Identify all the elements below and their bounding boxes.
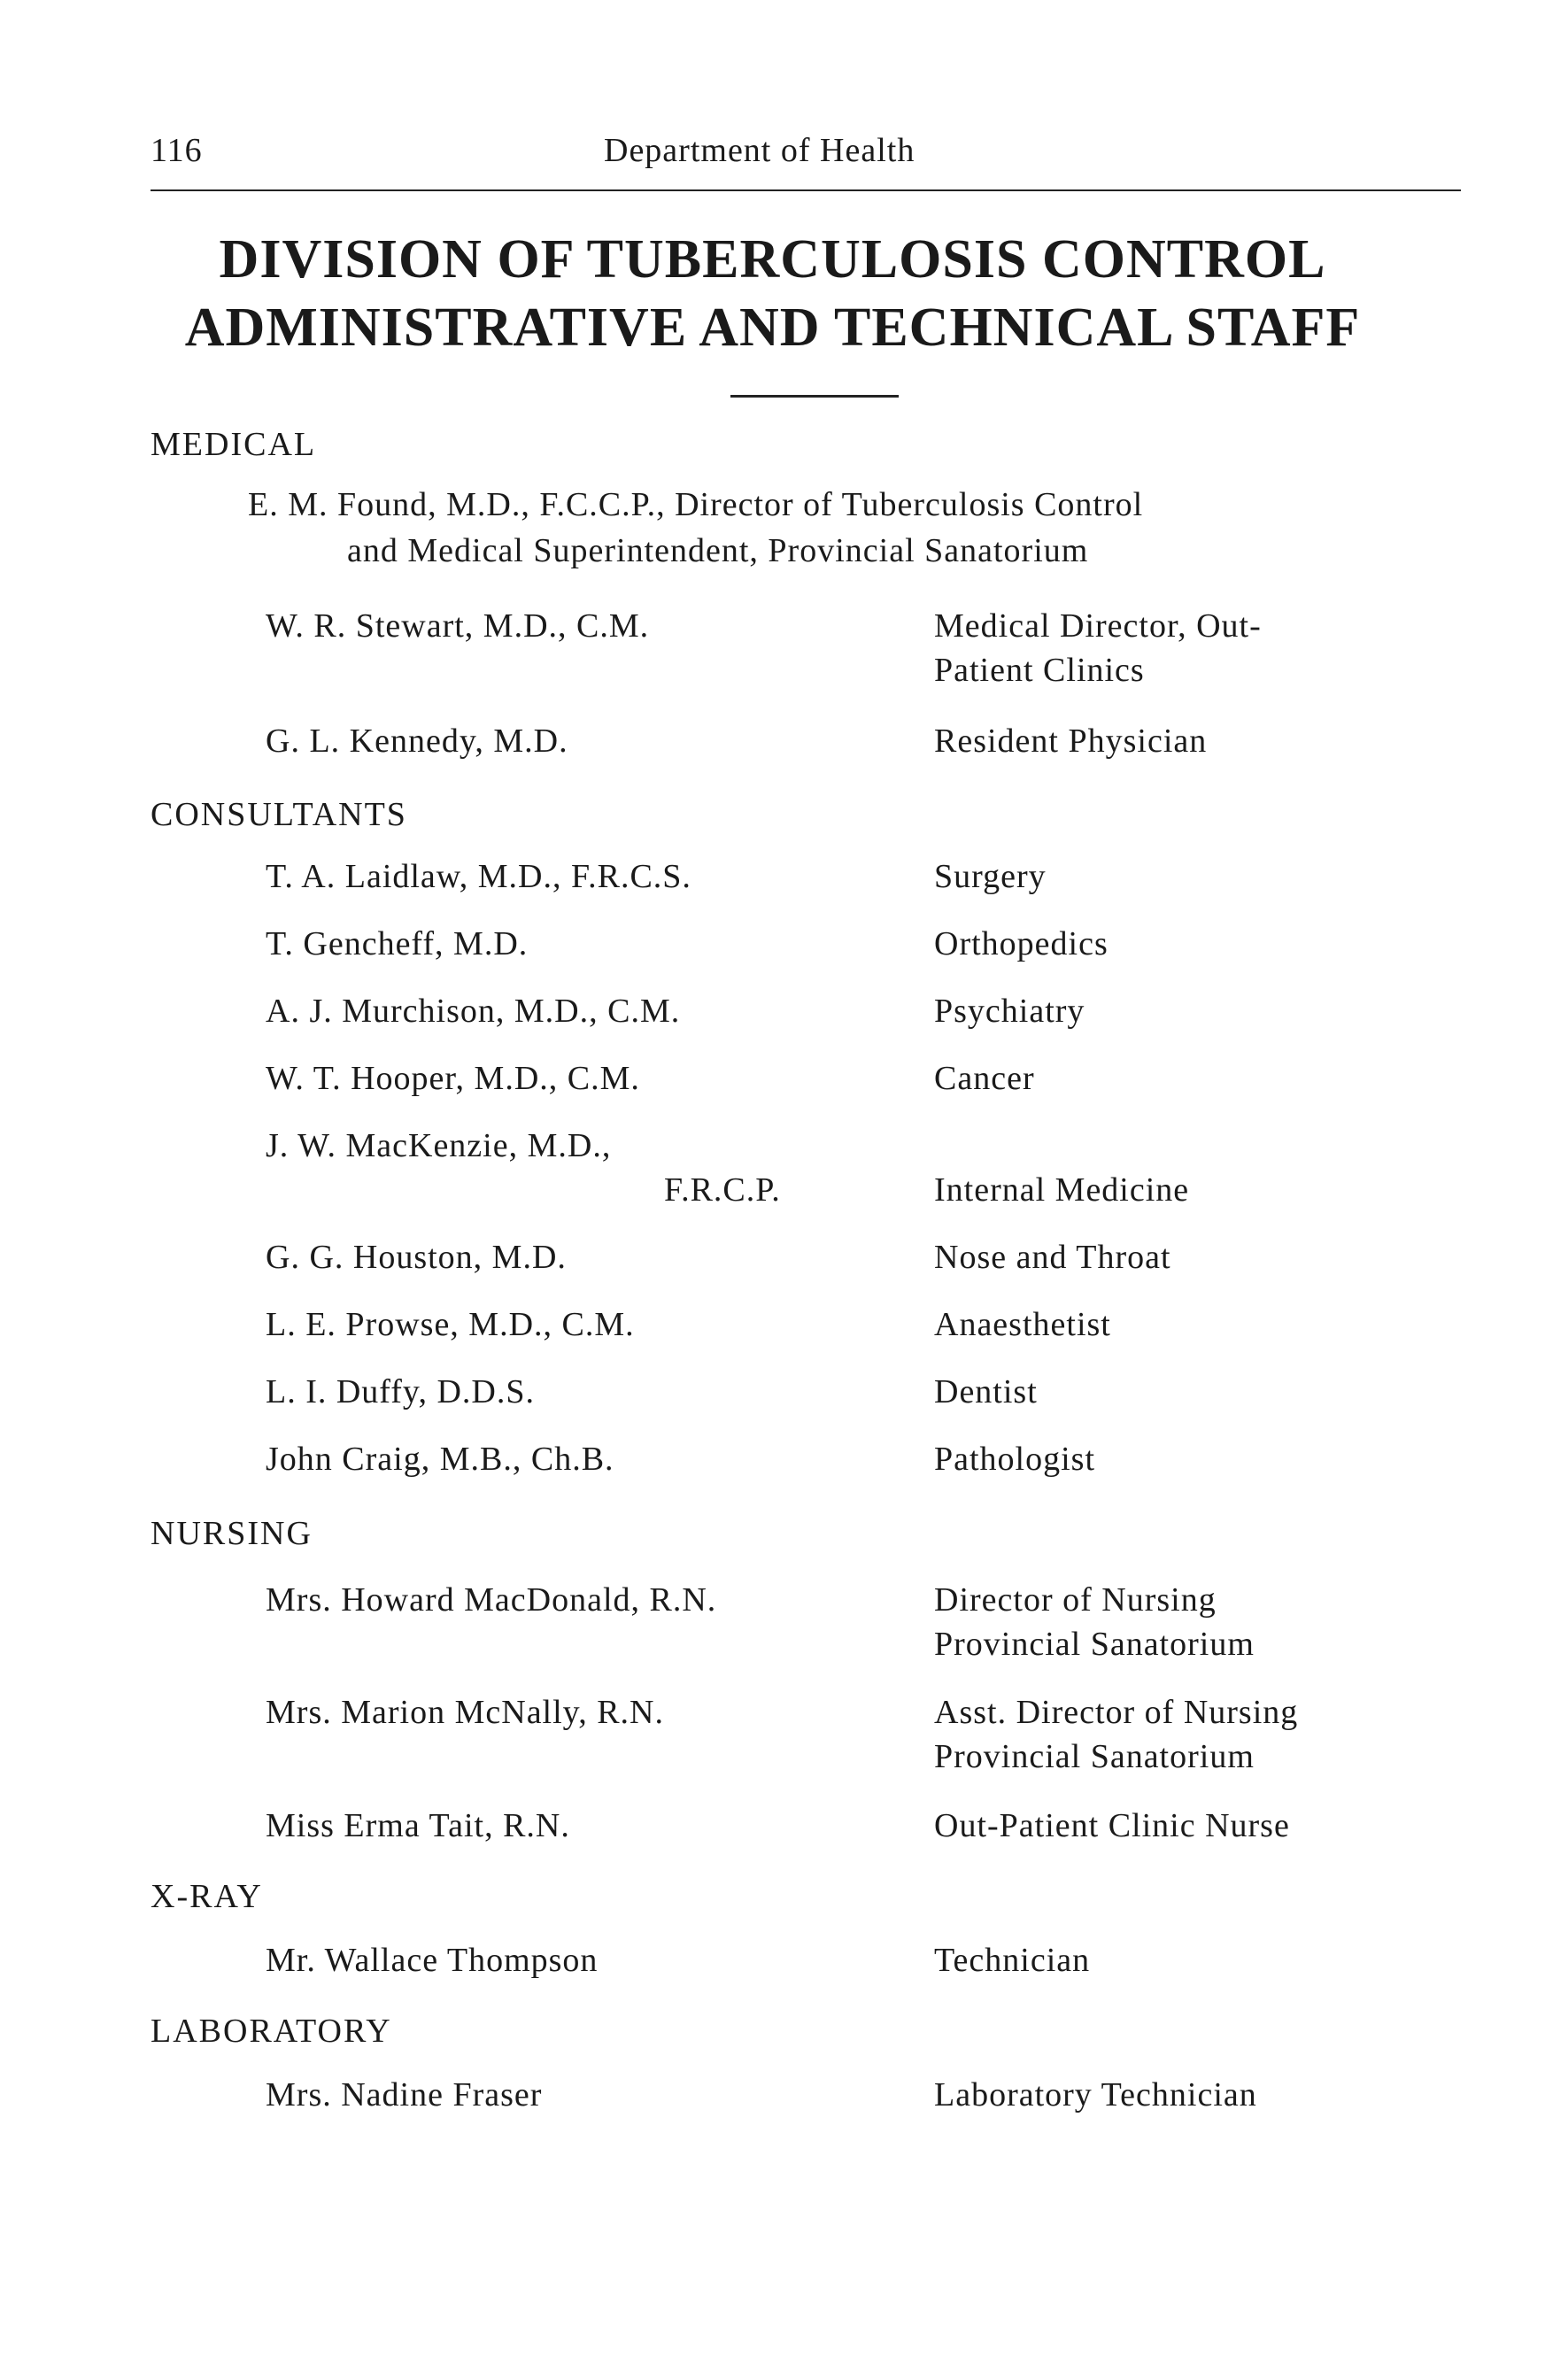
staff-name: G. G. Houston, M.D. [266,1239,567,1276]
staff-name: L. I. Duffy, D.D.S. [266,1373,535,1410]
staff-role: Cancer [934,1060,1035,1097]
staff-name: Mrs. Howard MacDonald, R.N. [266,1581,717,1619]
director-line-2: and Medical Superintendent, Provincial Sanatorium [347,532,1089,569]
staff-name: John Craig, M.B., Ch.B. [266,1441,614,1478]
title-divider [730,395,899,398]
staff-name: W. T. Hooper, M.D., C.M. [266,1060,640,1097]
staff-name: J. W. MacKenzie, M.D., [266,1127,612,1164]
staff-role: Surgery [934,858,1047,895]
staff-role: Internal Medicine [934,1171,1190,1209]
staff-role: Resident Physician [934,722,1208,760]
page-header [151,131,1461,179]
staff-role: Medical Director, Out- [934,607,1262,645]
staff-name: T. Gencheff, M.D. [266,925,529,962]
running-title: Department of Health [604,132,915,169]
staff-role: Laboratory Technician [934,2076,1257,2113]
staff-name: Miss Erma Tait, R.N. [266,1807,570,1844]
staff-name: A. J. Murchison, M.D., C.M. [266,993,681,1030]
staff-name: G. L. Kennedy, M.D. [266,722,568,760]
staff-name-continued: F.R.C.P. [664,1171,781,1209]
staff-role: Dentist [934,1373,1038,1410]
section-heading-consultants: CONSULTANTS [151,796,407,833]
section-heading-nursing: NURSING [151,1515,313,1552]
staff-role-continued: Provincial Sanatorium [934,1626,1255,1663]
staff-role: Nose and Throat [934,1239,1171,1276]
staff-name: T. A. Laidlaw, M.D., F.R.C.S. [266,858,691,895]
director-line-1: E. M. Found, M.D., F.C.C.P., Director of Tuberculosis Control [248,486,1144,523]
section-heading-medical: MEDICAL [151,426,317,463]
staff-role: Director of Nursing [934,1581,1217,1619]
staff-role: Psychiatry [934,993,1085,1030]
staff-name: L. E. Prowse, M.D., C.M. [266,1306,635,1343]
staff-role: Pathologist [934,1441,1096,1478]
staff-name: Mrs. Marion McNally, R.N. [266,1694,664,1731]
section-heading-laboratory: LABORATORY [151,2013,392,2050]
staff-name: W. R. Stewart, M.D., C.M. [266,607,650,645]
staff-name: Mrs. Nadine Fraser [266,2076,543,2113]
staff-name: Mr. Wallace Thompson [266,1942,599,1979]
page-title-line-2: ADMINISTRATIVE AND TECHNICAL STAFF [184,298,1361,358]
staff-role: Anaesthetist [934,1306,1111,1343]
staff-role-continued: Patient Clinics [934,652,1145,689]
staff-role: Technician [934,1942,1091,1979]
page-title-line-1: DIVISION OF TUBERCULOSIS CONTROL [219,229,1326,290]
staff-role: Out-Patient Clinic Nurse [934,1807,1290,1844]
section-heading-xray: X-RAY [151,1878,263,1915]
staff-role: Orthopedics [934,925,1109,962]
staff-role: Asst. Director of Nursing [934,1694,1299,1731]
staff-role-continued: Provincial Sanatorium [934,1738,1255,1775]
header-rule [151,189,1461,191]
page-number: 116 [151,132,203,169]
